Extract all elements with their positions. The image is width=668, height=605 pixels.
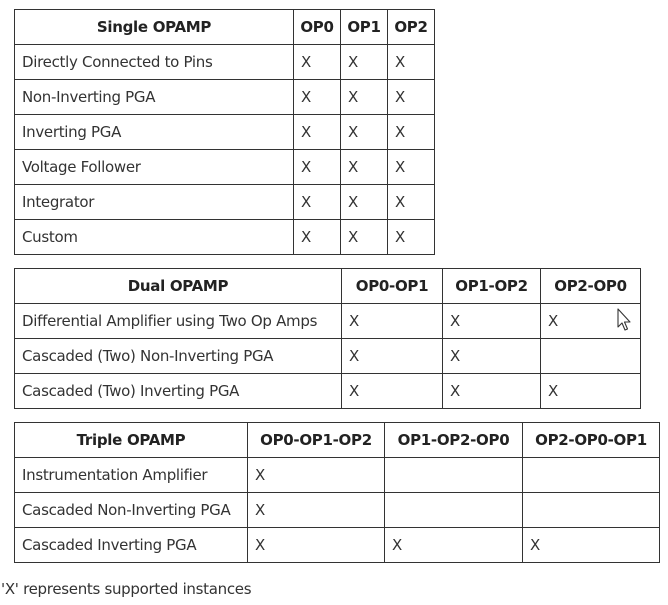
column-header: Triple OPAMP (15, 423, 248, 458)
table-row (15, 374, 641, 409)
table-cell: X (523, 528, 660, 563)
table-cell: X (388, 150, 435, 185)
table-cell (385, 458, 523, 493)
column-header: OP1-OP2-OP0 (385, 423, 523, 458)
table-cell: X (248, 493, 385, 528)
row-label: Instrumentation Amplifier (15, 458, 248, 493)
table-row (15, 339, 641, 374)
table-row (15, 80, 435, 115)
table-row (15, 493, 660, 528)
table-cell: X (294, 185, 341, 220)
table-cell: X (388, 45, 435, 80)
column-header: OP1 (341, 10, 388, 45)
table-cell (523, 493, 660, 528)
table-cell: X (294, 220, 341, 255)
footnote: 'X' represents supported instances (1, 580, 252, 598)
table-cell: X (342, 304, 443, 339)
column-header: OP0 (294, 10, 341, 45)
single-opamp-table (14, 9, 435, 255)
table-cell: X (341, 45, 388, 80)
column-header: OP2-OP0-OP1 (523, 423, 660, 458)
table-cell: X (248, 458, 385, 493)
table-header-row (15, 269, 641, 304)
table-cell: X (541, 304, 641, 339)
row-label: Custom (15, 220, 294, 255)
table-cell: X (388, 115, 435, 150)
table-cell: X (443, 304, 541, 339)
table-cell: X (341, 80, 388, 115)
column-header: Single OPAMP (15, 10, 294, 45)
table-row (15, 528, 660, 563)
table-cell: X (388, 220, 435, 255)
mouse-pointer-icon (617, 308, 631, 334)
column-header: OP1-OP2 (443, 269, 541, 304)
row-label: Integrator (15, 185, 294, 220)
table-cell: X (541, 374, 641, 409)
table-row (15, 458, 660, 493)
table-row (15, 185, 435, 220)
table-cell: X (294, 150, 341, 185)
table-row (15, 45, 435, 80)
row-label: Cascaded Inverting PGA (15, 528, 248, 563)
column-header: OP0-OP1 (342, 269, 443, 304)
row-label: Cascaded Non-Inverting PGA (15, 493, 248, 528)
table-cell: X (443, 339, 541, 374)
table-cell: X (294, 80, 341, 115)
triple-opamp-table (14, 422, 660, 563)
table-cell: X (341, 115, 388, 150)
table-cell: X (385, 528, 523, 563)
table-row (15, 220, 435, 255)
table-cell (385, 493, 523, 528)
table-cell: X (341, 150, 388, 185)
table-row (15, 150, 435, 185)
column-header: Dual OPAMP (15, 269, 342, 304)
table-cell: X (342, 374, 443, 409)
table-cell: X (248, 528, 385, 563)
table-cell: X (388, 80, 435, 115)
row-label: Voltage Follower (15, 150, 294, 185)
row-label: Cascaded (Two) Non-Inverting PGA (15, 339, 342, 374)
table-cell (541, 339, 641, 374)
table-cell: X (294, 115, 341, 150)
table-cell (523, 458, 660, 493)
row-label: Inverting PGA (15, 115, 294, 150)
row-label: Non-Inverting PGA (15, 80, 294, 115)
dual-opamp-table (14, 268, 641, 409)
table-cell: X (294, 45, 341, 80)
row-label: Directly Connected to Pins (15, 45, 294, 80)
row-label: Differential Amplifier using Two Op Amps (15, 304, 342, 339)
table-cell: X (342, 339, 443, 374)
column-header: OP2-OP0 (541, 269, 641, 304)
table-row (15, 304, 641, 339)
table-cell: X (341, 185, 388, 220)
table-header-row (15, 423, 660, 458)
row-label: Cascaded (Two) Inverting PGA (15, 374, 342, 409)
table-cell: X (388, 185, 435, 220)
column-header: OP2 (388, 10, 435, 45)
column-header: OP0-OP1-OP2 (248, 423, 385, 458)
table-cell: X (443, 374, 541, 409)
table-row (15, 115, 435, 150)
table-header-row (15, 10, 435, 45)
table-cell: X (341, 220, 388, 255)
